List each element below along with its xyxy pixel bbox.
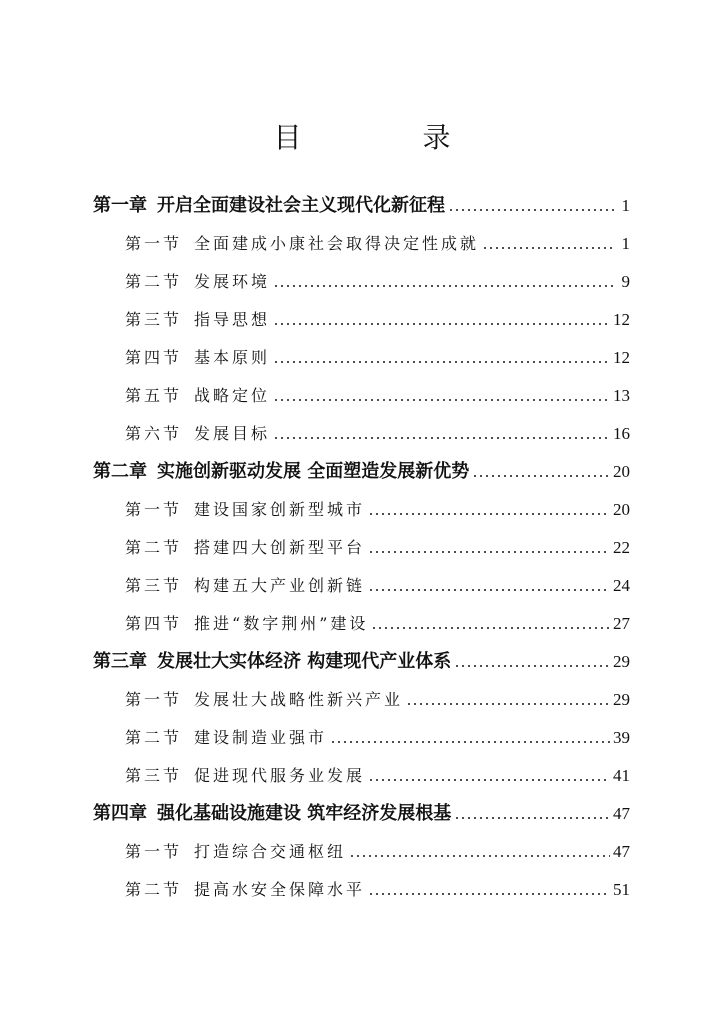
dot-leader: [454, 664, 610, 668]
section-title: 全面建成小康社会取得决定性成就: [194, 234, 480, 253]
chapter-title: 开启全面建设社会主义现代化新征程: [157, 195, 445, 216]
section-number: 第五节: [125, 386, 183, 405]
section-number: 第二节: [125, 538, 183, 557]
section-title: 推进“数字荆州”建设: [194, 614, 369, 633]
dot-leader: [273, 322, 610, 326]
dot-leader: [330, 740, 610, 744]
page-number: 13: [613, 386, 630, 405]
page-number: 51: [613, 880, 630, 899]
page-number: 41: [613, 766, 630, 785]
section-number: 第三节: [125, 766, 183, 785]
section-number: 第一节: [125, 500, 183, 519]
chapter-title: 实施创新驱动发展 全面塑造发展新优势: [157, 461, 470, 482]
section-title: 发展壮大战略性新兴产业: [194, 690, 404, 709]
section-number: 第一节: [125, 690, 183, 709]
page-number: 47: [613, 804, 630, 823]
toc-section-2-4[interactable]: [125, 608, 630, 640]
section-title: 建设国家创新型城市: [194, 500, 366, 519]
dot-leader: [448, 208, 615, 212]
page-number: 12: [613, 310, 630, 329]
page-number: 16: [613, 424, 630, 443]
toc-chapter-4[interactable]: [93, 798, 630, 830]
section-title: 发展目标: [194, 424, 271, 443]
section-number: 第二节: [125, 728, 183, 747]
dot-leader: [273, 398, 610, 402]
toc-section-1-3[interactable]: [125, 304, 630, 336]
section-number: 第四节: [125, 614, 183, 633]
dot-leader: [472, 474, 610, 478]
chapter-number: 第一章: [93, 195, 147, 216]
page-number: 9: [621, 272, 630, 291]
chapter-title: 强化基础设施建设 筑牢经济发展根基: [157, 803, 452, 824]
section-title: 发展环境: [194, 272, 271, 291]
toc-chapter-3[interactable]: [93, 646, 630, 678]
page-number: 47: [613, 842, 630, 861]
dot-leader: [368, 550, 610, 554]
chapter-number: 第四章: [93, 803, 147, 824]
page-number: 22: [613, 538, 630, 557]
toc-section-1-1[interactable]: [125, 228, 630, 260]
page-number: 20: [613, 500, 630, 519]
toc-section-1-6[interactable]: [125, 418, 630, 450]
toc-section-1-2[interactable]: [125, 266, 630, 298]
page-number: 1: [621, 234, 630, 253]
section-number: 第四节: [125, 348, 183, 367]
page-number: 39: [613, 728, 630, 747]
section-number: 第一节: [125, 234, 183, 253]
dot-leader: [349, 854, 610, 858]
dot-leader: [482, 246, 615, 250]
section-number: 第六节: [125, 424, 183, 443]
section-title: 战略定位: [194, 386, 271, 405]
section-title: 构建五大产业创新链: [194, 576, 366, 595]
section-title: 指导思想: [194, 310, 271, 329]
dot-leader: [273, 360, 610, 364]
dot-leader: [454, 816, 610, 820]
toc-chapter-2[interactable]: [93, 456, 630, 488]
section-number: 第二节: [125, 272, 183, 291]
section-number: 第二节: [125, 880, 183, 899]
chapter-title: 发展壮大实体经济 构建现代产业体系: [157, 651, 452, 672]
toc-chapter-1[interactable]: [93, 190, 630, 222]
dot-leader: [368, 778, 610, 782]
section-title: 基本原则: [194, 348, 271, 367]
section-title: 搭建四大创新型平台: [194, 538, 366, 557]
page-number: 20: [613, 462, 630, 481]
chapter-number: 第三章: [93, 651, 147, 672]
toc-section-3-1[interactable]: [125, 684, 630, 716]
page-number: 29: [613, 690, 630, 709]
page-number: 1: [621, 196, 630, 215]
chapter-number: 第二章: [93, 461, 147, 482]
section-number: 第一节: [125, 842, 183, 861]
section-number: 第三节: [125, 576, 183, 595]
section-title: 提高水安全保障水平: [194, 880, 366, 899]
dot-leader: [371, 626, 610, 630]
dot-leader: [368, 588, 610, 592]
toc-section-1-4[interactable]: [125, 342, 630, 374]
section-title: 打造综合交通枢纽: [194, 842, 347, 861]
section-number: 第三节: [125, 310, 183, 329]
page-number: 27: [613, 614, 630, 633]
toc-section-4-1[interactable]: [125, 836, 630, 868]
dot-leader: [406, 702, 610, 706]
dot-leader: [273, 436, 610, 440]
dot-leader: [368, 512, 610, 516]
toc-section-1-5[interactable]: [125, 380, 630, 412]
page-number: 12: [613, 348, 630, 367]
section-title: 建设制造业强市: [194, 728, 328, 747]
toc-section-2-1[interactable]: [125, 494, 630, 526]
toc-section-3-3[interactable]: [125, 760, 630, 792]
dot-leader: [368, 892, 610, 896]
toc-section-4-2[interactable]: [125, 874, 630, 906]
page-number: 24: [613, 576, 630, 595]
toc-section-3-2[interactable]: [125, 722, 630, 754]
toc-section-2-2[interactable]: [125, 532, 630, 564]
section-title: 促进现代服务业发展: [194, 766, 366, 785]
dot-leader: [273, 284, 615, 288]
toc-title: 目 录: [273, 121, 507, 154]
page-number: 29: [613, 652, 630, 671]
toc-section-2-3[interactable]: [125, 570, 630, 602]
